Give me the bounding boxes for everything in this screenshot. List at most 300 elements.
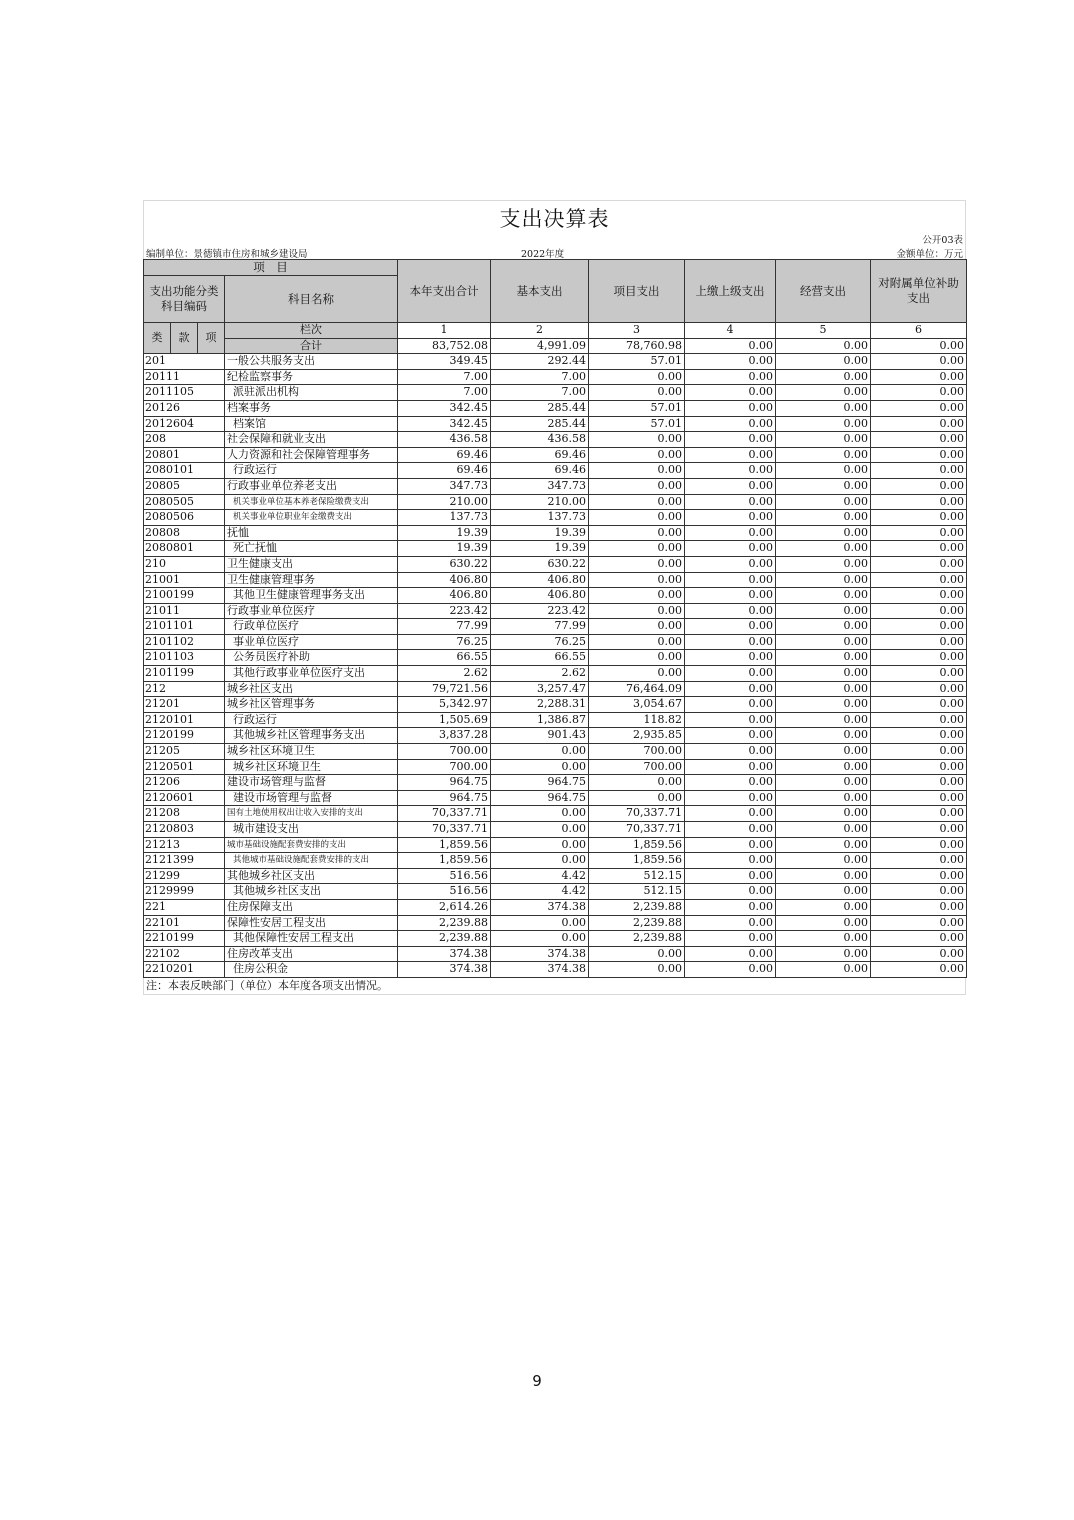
row-value: 0.00 [491,853,589,869]
row-code: 2129999 [144,884,225,900]
row-name: 人力资源和社会保障管理事务 [225,447,398,463]
table-row [144,385,967,401]
row-code: 2012604 [144,416,225,432]
row-value: 0.00 [871,744,967,760]
table-row [144,697,967,713]
row-value: 2,239.88 [398,931,491,947]
header-col-3: 项目支出 [589,260,685,323]
row-name: 城市建设支出 [225,822,398,838]
row-value: 0.00 [776,915,871,931]
row-value: 0.00 [776,385,871,401]
row-value: 0.00 [685,400,776,416]
row-value: 66.55 [398,650,491,666]
row-value: 19.39 [398,525,491,541]
row-value: 118.82 [589,712,685,728]
row-value: 0.00 [776,790,871,806]
row-value: 0.00 [871,806,967,822]
row-value: 0.00 [871,697,967,713]
row-value: 3,837.28 [398,728,491,744]
row-value: 0.00 [491,837,589,853]
row-value: 0.00 [685,525,776,541]
table-row [144,806,967,822]
row-value: 1,386.87 [491,712,589,728]
table-row [144,619,967,635]
row-value: 512.15 [589,868,685,884]
row-value: 964.75 [398,790,491,806]
row-value: 0.00 [871,681,967,697]
row-value: 0.00 [491,759,589,775]
row-value: 0.00 [685,759,776,775]
row-value: 3,257.47 [491,681,589,697]
expenditure-sheet [143,200,966,995]
row-value: 2,239.88 [589,915,685,931]
total-label: 合计 [225,338,398,354]
row-code: 2120501 [144,759,225,775]
row-value: 0.00 [776,962,871,978]
row-value: 0.00 [685,853,776,869]
row-value: 0.00 [685,385,776,401]
row-name: 行政单位医疗 [225,619,398,635]
row-value: 0.00 [871,400,967,416]
row-code: 2080801 [144,541,225,557]
row-name: 住房改革支出 [225,946,398,962]
row-value: 2,239.88 [589,899,685,915]
row-value: 0.00 [871,385,967,401]
row-value: 0.00 [776,868,871,884]
row-value: 0.00 [871,775,967,791]
row-value: 0.00 [776,681,871,697]
form-number-row [143,231,966,245]
row-value: 0.00 [776,822,871,838]
row-value: 0.00 [685,899,776,915]
row-value: 0.00 [685,634,776,650]
page-title: 支出决算表 [499,207,610,231]
row-value: 69.46 [398,447,491,463]
row-name: 行政运行 [225,712,398,728]
row-code: 2120601 [144,790,225,806]
row-name: 国有土地使用权出让收入安排的支出 [225,806,398,822]
row-value: 374.38 [491,946,589,962]
row-value: 0.00 [776,650,871,666]
row-value: 0.00 [685,510,776,526]
row-value: 0.00 [776,416,871,432]
row-value: 79,721.56 [398,681,491,697]
header-col-4: 上缴上级支出 [685,260,776,323]
row-value: 0.00 [589,478,685,494]
row-value: 0.00 [685,447,776,463]
row-name: 其他行政事业单位医疗支出 [225,666,398,682]
row-value: 0.00 [871,634,967,650]
row-value: 0.00 [871,525,967,541]
table-row [144,728,967,744]
row-value: 0.00 [776,946,871,962]
row-value: 7.00 [491,385,589,401]
row-value: 2,239.88 [589,931,685,947]
row-value: 19.39 [398,541,491,557]
table-row [144,416,967,432]
row-code: 2080506 [144,510,225,526]
row-code: 22102 [144,946,225,962]
row-value: 0.00 [589,556,685,572]
table-row [144,915,967,931]
table-row [144,666,967,682]
total-value: 4,991.09 [491,338,589,354]
total-row [144,338,967,354]
row-value: 0.00 [685,728,776,744]
table-row [144,494,967,510]
row-value: 0.00 [776,463,871,479]
row-value: 0.00 [776,619,871,635]
row-value: 0.00 [685,432,776,448]
row-value: 0.00 [871,619,967,635]
row-name: 城乡社区环境卫生 [225,744,398,760]
row-value: 0.00 [685,588,776,604]
row-value: 0.00 [871,868,967,884]
row-value: 0.00 [589,775,685,791]
row-value: 7.00 [491,369,589,385]
row-code: 21206 [144,775,225,791]
row-value: 70,337.71 [398,822,491,838]
row-value: 374.38 [491,962,589,978]
header-xiang: 项 [198,323,225,354]
row-value: 0.00 [871,416,967,432]
row-value: 70,337.71 [589,822,685,838]
table-row [144,432,967,448]
row-value: 0.00 [589,447,685,463]
header-lanci: 栏次 [225,323,398,339]
row-value: 0.00 [871,853,967,869]
row-value: 0.00 [871,931,967,947]
row-value: 0.00 [776,884,871,900]
row-value: 0.00 [871,478,967,494]
row-value: 0.00 [776,899,871,915]
row-code: 2210199 [144,931,225,947]
row-code: 2100199 [144,588,225,604]
row-value: 0.00 [685,946,776,962]
row-value: 347.73 [491,478,589,494]
table-row [144,853,967,869]
row-value: 0.00 [685,619,776,635]
table-row [144,369,967,385]
row-value: 0.00 [871,837,967,853]
row-name: 城市基础设施配套费安排的支出 [225,837,398,853]
row-value: 0.00 [685,931,776,947]
header-kuan: 款 [171,323,198,354]
row-value: 57.01 [589,400,685,416]
header-col-1: 本年支出合计 [398,260,491,323]
row-value: 0.00 [871,588,967,604]
form-number: 公开03表 [922,235,963,246]
row-value: 0.00 [589,588,685,604]
expenditure-table [143,259,967,978]
row-value: 0.00 [871,666,967,682]
row-value: 137.73 [491,510,589,526]
row-value: 0.00 [871,650,967,666]
row-value: 347.73 [398,478,491,494]
table-row [144,884,967,900]
row-value: 436.58 [398,432,491,448]
row-name: 行政事业单位养老支出 [225,478,398,494]
row-value: 0.00 [871,603,967,619]
row-name: 行政运行 [225,463,398,479]
row-value: 0.00 [776,541,871,557]
row-value: 0.00 [871,447,967,463]
row-value: 1,859.56 [398,853,491,869]
header-col-6: 对附属单位补助支出 [871,260,967,323]
row-value: 0.00 [589,525,685,541]
table-row [144,759,967,775]
row-value: 0.00 [871,712,967,728]
row-code: 2121399 [144,853,225,869]
row-value: 0.00 [589,494,685,510]
row-value: 0.00 [685,775,776,791]
table-row [144,354,967,370]
row-value: 700.00 [398,759,491,775]
row-value: 0.00 [685,650,776,666]
row-value: 2,935.85 [589,728,685,744]
row-value: 0.00 [589,666,685,682]
row-value: 0.00 [871,432,967,448]
row-value: 406.80 [491,572,589,588]
row-value: 0.00 [776,634,871,650]
row-value: 2.62 [491,666,589,682]
row-value: 0.00 [776,759,871,775]
table-row [144,572,967,588]
row-code: 20808 [144,525,225,541]
row-value: 223.42 [398,603,491,619]
row-name: 建设市场管理与监督 [225,790,398,806]
row-value: 19.39 [491,541,589,557]
row-value: 0.00 [589,634,685,650]
row-value: 1,859.56 [589,837,685,853]
row-value: 964.75 [398,775,491,791]
row-value: 0.00 [589,541,685,557]
total-value: 83,752.08 [398,338,491,354]
row-value: 7.00 [398,385,491,401]
row-value: 0.00 [776,400,871,416]
row-name: 机关事业单位基本养老保险缴费支出 [225,494,398,510]
table-note: 注：本表反映部门（单位）本年度各项支出情况。 [143,978,966,995]
table-row [144,946,967,962]
table-row [144,681,967,697]
table-row [144,447,967,463]
table-row [144,744,967,760]
row-value: 0.00 [685,354,776,370]
row-value: 0.00 [776,666,871,682]
row-value: 0.00 [871,510,967,526]
row-value: 0.00 [871,369,967,385]
row-value: 0.00 [776,494,871,510]
row-value: 0.00 [491,822,589,838]
row-name: 其他保障性安居工程支出 [225,931,398,947]
header-col-2: 基本支出 [491,260,589,323]
row-value: 69.46 [491,447,589,463]
table-row [144,541,967,557]
row-name: 派驻派出机构 [225,385,398,401]
row-value: 374.38 [398,946,491,962]
row-value: 512.15 [589,884,685,900]
table-row [144,899,967,915]
page-number: 9 [532,1372,542,1390]
row-value: 69.46 [491,463,589,479]
col-number-3: 3 [589,323,685,339]
row-code: 201 [144,354,225,370]
row-value: 0.00 [685,478,776,494]
row-code: 2101101 [144,619,225,635]
table-row [144,478,967,494]
row-value: 1,505.69 [398,712,491,728]
row-value: 0.00 [589,510,685,526]
table-row [144,962,967,978]
row-value: 630.22 [491,556,589,572]
row-code: 2101199 [144,666,225,682]
row-code: 21205 [144,744,225,760]
col-number-5: 5 [776,323,871,339]
row-value: 0.00 [589,432,685,448]
col-number-4: 4 [685,323,776,339]
row-value: 0.00 [685,712,776,728]
row-value: 0.00 [685,822,776,838]
col-number-1: 1 [398,323,491,339]
header-col-5: 经营支出 [776,260,871,323]
row-value: 2.62 [398,666,491,682]
row-code: 22101 [144,915,225,931]
row-value: 0.00 [589,650,685,666]
table-row [144,837,967,853]
row-value: 0.00 [685,790,776,806]
row-name: 建设市场管理与监督 [225,775,398,791]
row-code: 2080505 [144,494,225,510]
table-row [144,775,967,791]
row-name: 住房保障支出 [225,899,398,915]
row-value: 0.00 [589,385,685,401]
row-value: 700.00 [589,759,685,775]
row-value: 0.00 [871,962,967,978]
row-value: 210.00 [398,494,491,510]
row-value: 0.00 [685,962,776,978]
row-value: 0.00 [685,541,776,557]
row-value: 436.58 [491,432,589,448]
row-value: 0.00 [685,681,776,697]
total-value: 0.00 [776,338,871,354]
row-value: 374.38 [398,962,491,978]
row-name: 其他城乡社区管理事务支出 [225,728,398,744]
table-row [144,588,967,604]
col-number-6: 6 [871,323,967,339]
table-row [144,463,967,479]
row-value: 57.01 [589,354,685,370]
row-value: 2,288.31 [491,697,589,713]
table-row [144,650,967,666]
row-value: 210.00 [491,494,589,510]
row-value: 0.00 [589,463,685,479]
row-value: 70,337.71 [398,806,491,822]
row-value: 406.80 [491,588,589,604]
row-value: 57.01 [589,416,685,432]
row-value: 0.00 [776,556,871,572]
row-value: 0.00 [871,899,967,915]
row-value: 0.00 [685,463,776,479]
row-name: 抚恤 [225,525,398,541]
row-value: 0.00 [685,494,776,510]
row-value: 4.42 [491,884,589,900]
row-value: 0.00 [776,728,871,744]
row-value: 0.00 [589,603,685,619]
table-row [144,931,967,947]
row-code: 21299 [144,868,225,884]
table-row [144,400,967,416]
row-value: 0.00 [491,931,589,947]
row-code: 2120803 [144,822,225,838]
row-code: 2101103 [144,650,225,666]
row-value: 406.80 [398,588,491,604]
row-value: 0.00 [871,494,967,510]
row-value: 76.25 [491,634,589,650]
row-value: 0.00 [776,588,871,604]
row-name: 卫生健康支出 [225,556,398,572]
row-value: 0.00 [776,837,871,853]
row-value: 4.42 [491,868,589,884]
row-value: 0.00 [776,478,871,494]
row-value: 66.55 [491,650,589,666]
row-value: 0.00 [685,572,776,588]
row-name: 城乡社区环境卫生 [225,759,398,775]
table-row [144,556,967,572]
row-value: 374.38 [491,899,589,915]
row-value: 0.00 [776,775,871,791]
row-value: 0.00 [589,619,685,635]
row-value: 137.73 [398,510,491,526]
row-value: 2,239.88 [398,915,491,931]
row-value: 0.00 [776,931,871,947]
row-value: 0.00 [685,744,776,760]
row-value: 7.00 [398,369,491,385]
row-value: 0.00 [871,884,967,900]
row-value: 76.25 [398,634,491,650]
row-code: 208 [144,432,225,448]
row-code: 2011105 [144,385,225,401]
row-value: 0.00 [685,884,776,900]
row-value: 0.00 [685,666,776,682]
header-lei: 类 [144,323,171,354]
row-name: 档案事务 [225,400,398,416]
row-value: 76,464.09 [589,681,685,697]
row-value: 1,859.56 [398,837,491,853]
row-value: 342.45 [398,416,491,432]
row-value: 0.00 [685,556,776,572]
row-value: 2,614.26 [398,899,491,915]
title-row [143,200,966,231]
row-value: 77.99 [398,619,491,635]
row-value: 285.44 [491,416,589,432]
unit-label: 编制单位：景德镇市住房和城乡建设局 [146,249,308,260]
row-value: 0.00 [776,697,871,713]
row-code: 20111 [144,369,225,385]
table-row [144,510,967,526]
row-value: 0.00 [589,962,685,978]
row-value: 70,337.71 [589,806,685,822]
row-value: 223.42 [491,603,589,619]
row-value: 285.44 [491,400,589,416]
row-value: 0.00 [685,603,776,619]
row-code: 21001 [144,572,225,588]
row-code: 2120199 [144,728,225,744]
row-value: 0.00 [589,572,685,588]
row-value: 0.00 [776,603,871,619]
row-name: 卫生健康管理事务 [225,572,398,588]
total-value: 0.00 [685,338,776,354]
row-code: 2101102 [144,634,225,650]
